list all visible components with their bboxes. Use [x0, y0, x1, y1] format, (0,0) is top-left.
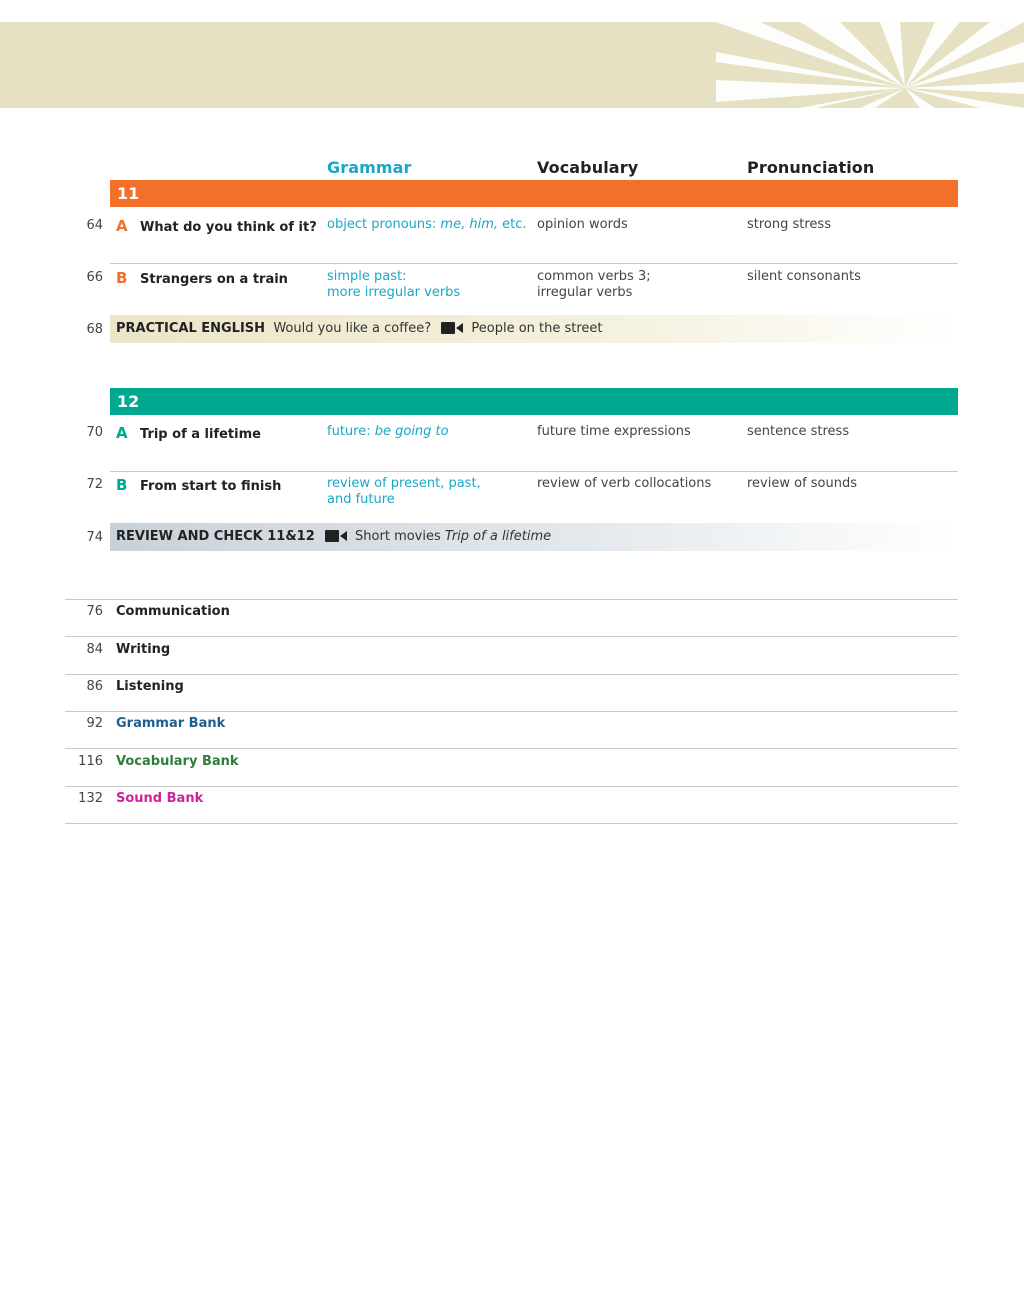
section-writing[interactable]: Writing: [116, 642, 171, 657]
lesson-grammar: future: be going to: [327, 424, 449, 439]
section-vocabulary-bank[interactable]: Vocabulary Bank: [116, 754, 239, 769]
section-communication[interactable]: Communication: [116, 604, 230, 619]
section-page-number: 86: [86, 679, 103, 694]
section-page-number: 132: [78, 791, 103, 806]
review-page-number: 74: [86, 530, 103, 545]
practical-english-page-number: 68: [86, 322, 103, 337]
list-divider: [65, 674, 958, 675]
lesson-pronunciation: sentence stress: [747, 424, 850, 439]
review-and-check-band[interactable]: REVIEW AND CHECK 11&12 Short movies Trip of a lifetime: [110, 523, 958, 551]
list-divider: [65, 636, 958, 637]
lesson-grammar: object pronouns: me, him, etc.: [327, 217, 527, 232]
lesson-grammar: simple past: more irregular verbs: [327, 269, 461, 300]
lesson-title[interactable]: What do you think of it?: [140, 220, 317, 235]
section-page-number: 92: [86, 716, 103, 731]
list-divider: [65, 786, 958, 787]
header-band: [0, 22, 1024, 108]
lesson-title[interactable]: Strangers on a train: [140, 272, 288, 287]
lesson-title[interactable]: From start to finish: [140, 479, 282, 494]
lesson-pronunciation: silent consonants: [747, 269, 861, 284]
lesson-vocabulary: future time expressions: [537, 424, 691, 439]
lesson-title[interactable]: Trip of a lifetime: [140, 427, 261, 442]
lesson-pronunciation: review of sounds: [747, 476, 858, 491]
sunburst-decoration: [0, 22, 1024, 108]
lesson-vocabulary: opinion words: [537, 217, 628, 232]
video-camera-icon: [325, 529, 347, 543]
video-camera-icon: [441, 321, 463, 335]
unit-11-header: 11: [110, 180, 958, 207]
lesson-vocabulary: common verbs 3; irregular verbs: [537, 269, 651, 300]
lesson-pronunciation: strong stress: [747, 217, 831, 232]
lesson-letter: B: [116, 476, 128, 494]
section-page-number: 76: [86, 604, 103, 619]
lesson-letter: A: [116, 217, 128, 235]
lesson-vocabulary: review of verb collocations: [537, 476, 712, 491]
lesson-page-number: 66: [86, 270, 103, 285]
grammar-column-header: Grammar: [327, 158, 412, 177]
lesson-letter: A: [116, 424, 128, 442]
vocabulary-column-header: Vocabulary: [537, 158, 639, 177]
list-divider: [65, 711, 958, 712]
row-divider: [110, 471, 958, 472]
section-page-number: 116: [78, 754, 103, 769]
section-page-number: 84: [86, 642, 103, 657]
section-listening[interactable]: Listening: [116, 679, 184, 694]
lesson-letter: B: [116, 269, 128, 287]
pronunciation-column-header: Pronunciation: [747, 158, 875, 177]
practical-english-band[interactable]: PRACTICAL ENGLISH Would you like a coffee? People on the street: [110, 315, 958, 343]
lesson-page-number: 70: [86, 425, 103, 440]
row-divider: [110, 263, 958, 264]
unit-12-header: 12: [110, 388, 958, 415]
list-divider: [65, 599, 958, 600]
lesson-page-number: 64: [86, 218, 103, 233]
lesson-page-number: 72: [86, 477, 103, 492]
section-grammar-bank[interactable]: Grammar Bank: [116, 716, 226, 731]
lesson-grammar: review of present, past, and future: [327, 476, 481, 507]
list-divider: [65, 748, 958, 749]
list-divider: [65, 823, 958, 824]
section-sound-bank[interactable]: Sound Bank: [116, 791, 204, 806]
